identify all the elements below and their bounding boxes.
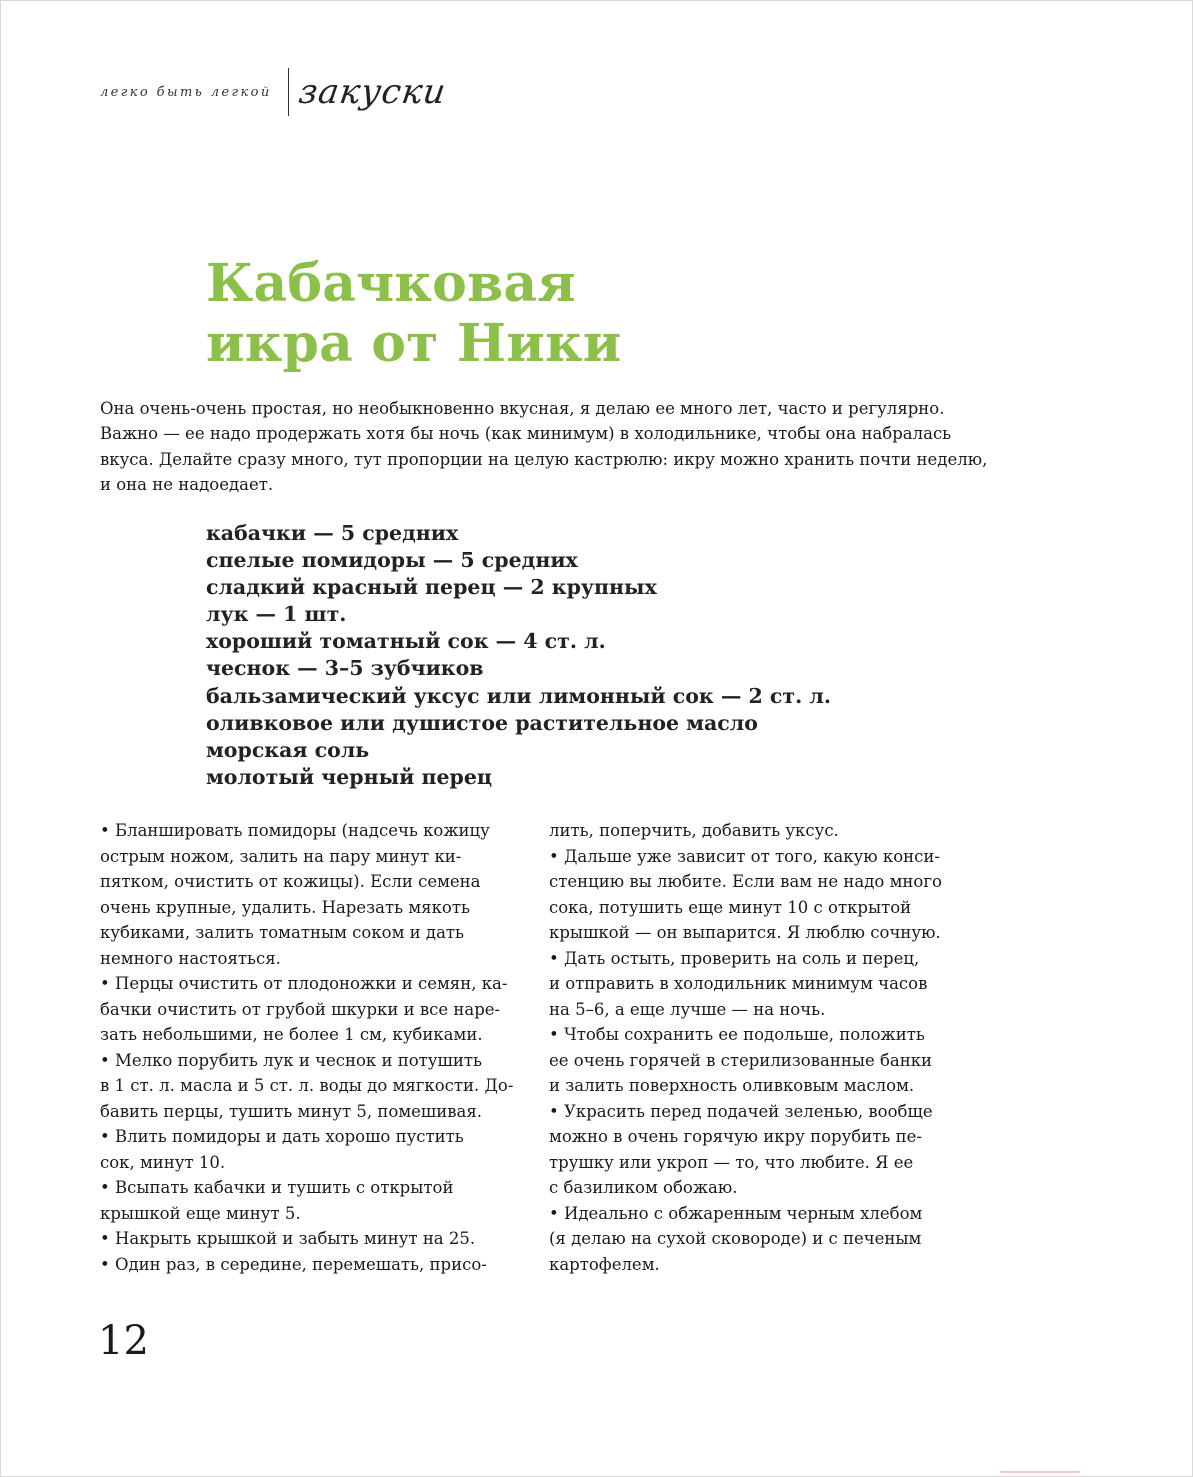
recipe-intro: Она очень-очень простая, но необыкновенно вкусная, я делаю ее много лет, часто и регулярно. Важно — ее надо продержать хотя бы ночь (как минимум) в холодильнике, чтобы она набралась вкуса. Делайте сразу много, тут пропорции на целую кастрюлю: икру можно хранить почти неделю, и она не надоедает. <box>100 399 988 494</box>
method-line: острым ножом, залить на пару минут ки- <box>100 846 462 866</box>
method-line: • Влить помидоры и дать хорошо пустить <box>100 1127 464 1146</box>
method-line: • Дальше уже зависит от того, какую конси- <box>549 846 940 866</box>
method-line: (я делаю на сухой сковороде) и с печеным <box>549 1229 922 1248</box>
method-column-right <box>549 818 989 1277</box>
method-line: ее очень горячей в стерилизованные банки <box>549 1050 933 1070</box>
ingredient-item: бальзамический уксус или лимонный сок — 2 ст. л. <box>206 683 831 708</box>
method-line: • Перцы очистить от плодоножки и семян, ка- <box>100 974 508 993</box>
method-line: крышкой — он выпарится. Я люблю сочную. <box>549 923 941 942</box>
method-line: • Один раз, в середине, перемешать, присо- <box>100 1254 487 1274</box>
method-line: на 5–6, а еще лучше — на ночь. <box>549 999 826 1019</box>
recipe-title-line-2: икра от Ники <box>206 313 622 374</box>
ingredient-item: лук — 1 шт. <box>206 602 347 627</box>
method-line: лить, поперчить, добавить уксус. <box>549 821 839 840</box>
section-title: закуски <box>295 72 449 112</box>
method-line: и залить поверхность оливковым маслом. <box>549 1076 915 1095</box>
method-line: очень крупные, удалить. Нарезать мякоть <box>100 897 470 917</box>
ingredient-item: молотый черный перец <box>206 764 493 789</box>
method-line: немного настояться. <box>100 948 281 968</box>
method-line: • Украсить перед подачей зеленью, вообще <box>549 1101 933 1121</box>
method-line: • Всыпать кабачки и тушить с открытой <box>100 1178 454 1197</box>
method-line: кубиками, залить томатным соком и дать <box>100 923 465 942</box>
ingredient-item: морская соль <box>206 737 370 762</box>
crop-mark <box>1000 1471 1080 1473</box>
method-line: стенцию вы любите. Если вам не надо много <box>549 872 942 891</box>
ingredients-list <box>206 520 831 791</box>
ingredient-item: оливковое или душистое растительное масло <box>206 710 758 735</box>
ingredient-item: сладкий красный перец — 2 крупных <box>206 575 657 600</box>
ingredient-item: хороший томатный сок — 4 ст. л. <box>206 629 606 654</box>
method-line: и отправить в холодильник минимум часов <box>549 974 928 993</box>
method-line: трушку или укроп — то, что любите. Я ее <box>549 1152 914 1172</box>
ingredient-item: спелые помидоры — 5 средних <box>206 548 578 573</box>
method-line: сок, минут 10. <box>100 1152 226 1172</box>
book-title: легко быть легкой <box>100 84 272 100</box>
method-line: пятком, очистить от кожицы). Если семена <box>100 872 481 891</box>
method-line: крышкой еще минут 5. <box>100 1203 301 1223</box>
method-line: • Мелко порубить лук и чеснок и потушить <box>100 1050 482 1070</box>
method-line: бавить перцы, тушить минут 5, помешивая. <box>100 1101 483 1121</box>
method-line: в 1 ст. л. масла и 5 ст. л. воды до мягкости. До- <box>100 1076 514 1095</box>
method-line: • Идеально с обжаренным черным хлебом <box>549 1203 923 1223</box>
method-line: бачки очистить от грубой шкурки и все наре- <box>100 999 501 1019</box>
page-number: 12 <box>98 1318 149 1364</box>
method-line: сока, потушить еще минут 10 с открытой <box>549 897 912 917</box>
running-header <box>100 66 449 118</box>
method-line: картофелем. <box>549 1254 660 1274</box>
method-line: • Накрыть крышкой и забыть минут на 25. <box>100 1229 476 1248</box>
method-line: • Чтобы сохранить ее подольше, положить <box>549 1025 925 1044</box>
method-line: • Дать остыть, проверить на соль и перец, <box>549 948 920 968</box>
method-line: зать небольшими, не более 1 см, кубиками. <box>100 1025 483 1044</box>
method-line: с базиликом обожаю. <box>549 1178 738 1197</box>
recipe-title <box>206 254 622 374</box>
ingredient-item: чеснок — 3–5 зубчиков <box>206 656 484 681</box>
method-column-left <box>100 818 540 1277</box>
recipe-title-line-1: Кабачковая <box>206 253 576 314</box>
method-line: • Бланшировать помидоры (надсечь кожицу <box>100 821 490 840</box>
method-line: можно в очень горячую икру порубить пе- <box>549 1127 922 1146</box>
ingredient-item: кабачки — 5 средних <box>206 521 459 545</box>
